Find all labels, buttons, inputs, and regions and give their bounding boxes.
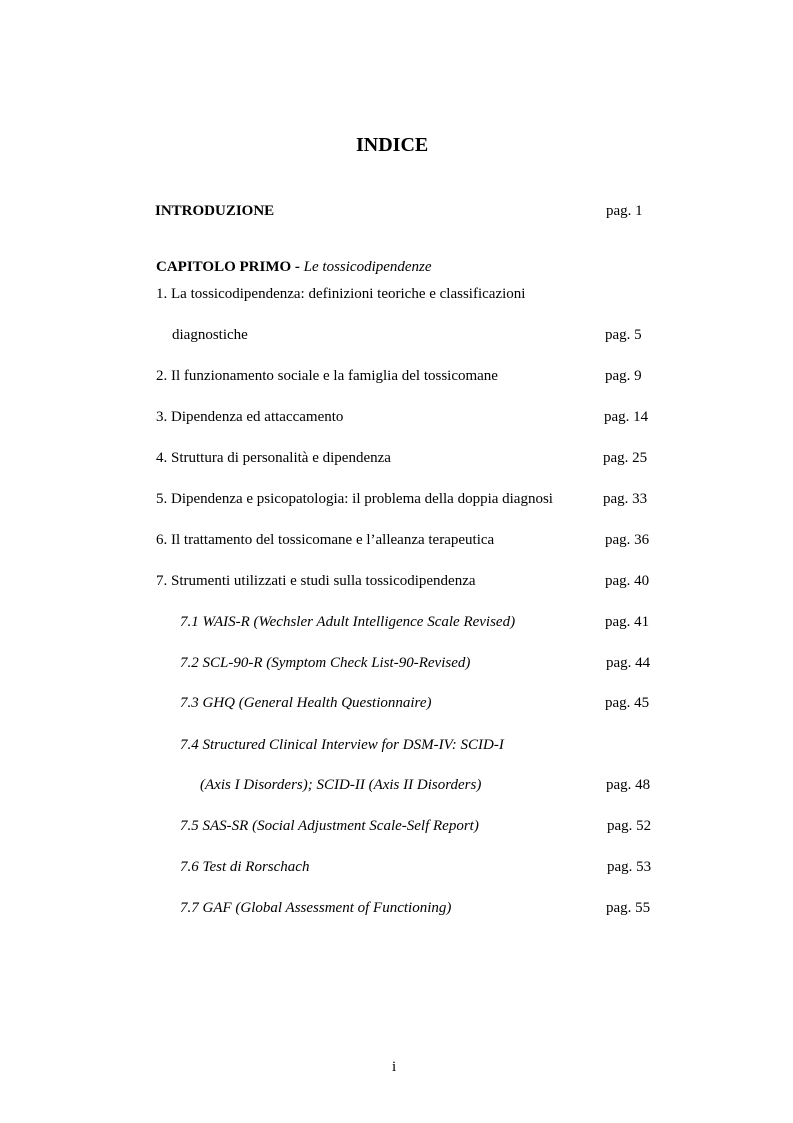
toc-subentry-7-5: 7.5 SAS-SR (Social Adjustment Scale-Self Report) — [180, 818, 479, 834]
toc-page-7-1: pag. 41 — [605, 614, 650, 630]
toc-entry-6: 6. Il trattamento del tossicomane e l’alleanza terapeutica — [156, 532, 495, 548]
toc-entry-1-line1: 1. La tossicodipendenza: definizioni teoriche e classificazioni — [156, 286, 526, 302]
toc-page-introduzione: pag. 1 — [606, 203, 643, 219]
chapter-heading — [156, 258, 432, 276]
toc-entry-3: 3. Dipendenza ed attaccamento — [156, 409, 344, 425]
toc-page-7-3: pag. 45 — [605, 695, 650, 711]
toc-page-7-6: pag. 53 — [607, 859, 652, 875]
page-number: i — [392, 1059, 397, 1075]
toc-page-5: pag. 33 — [603, 491, 648, 507]
chapter-subtitle: Le tossicodipendenze — [303, 259, 432, 275]
toc-subentry-7-2: 7.2 SCL-90-R (Symptom Check List-90-Revised) — [180, 655, 471, 671]
toc-entry-1-line2: diagnostiche — [172, 327, 248, 343]
toc-subentry-7-7: 7.7 GAF (Global Assessment of Functioning) — [180, 900, 452, 916]
toc-page-6: pag. 36 — [605, 532, 650, 548]
toc-page-1: pag. 5 — [605, 327, 642, 343]
toc-page-7-7: pag. 55 — [606, 900, 651, 916]
toc-page-7: pag. 40 — [605, 573, 650, 589]
toc-subentry-7-6: 7.6 Test di Rorschach — [180, 859, 310, 875]
toc-page-4: pag. 25 — [603, 450, 648, 466]
toc-subentry-7-1: 7.1 WAIS-R (Wechsler Adult Intelligence Scale Revised) — [180, 614, 516, 630]
toc-entry-4: 4. Struttura di personalità e dipendenza — [156, 450, 391, 466]
chapter-label: CAPITOLO PRIMO - — [156, 259, 304, 275]
toc-page-7-5: pag. 52 — [607, 818, 652, 834]
toc-entry-5: 5. Dipendenza e psicopatologia: il problema della doppia diagnosi — [156, 491, 553, 507]
toc-page-3: pag. 14 — [604, 409, 649, 425]
toc-page-2: pag. 9 — [605, 368, 642, 384]
toc-subentry-7-4-line1: 7.4 Structured Clinical Interview for DSM-IV: SCID-I — [180, 737, 504, 753]
toc-subentry-7-3: 7.3 GHQ (General Health Questionnaire) — [180, 695, 432, 711]
page-title: INDICE — [356, 134, 429, 156]
toc-entry-7: 7. Strumenti utilizzati e studi sulla tossicodipendenza — [156, 573, 476, 589]
toc-page-7-4: pag. 48 — [606, 777, 651, 793]
toc-entry-2: 2. Il funzionamento sociale e la famiglia del tossicomane — [156, 368, 498, 384]
toc-subentry-7-4-line2: (Axis I Disorders); SCID-II (Axis II Disorders) — [200, 777, 482, 793]
toc-page-7-2: pag. 44 — [606, 655, 651, 671]
toc-entry-introduzione: INTRODUZIONE — [155, 203, 275, 219]
